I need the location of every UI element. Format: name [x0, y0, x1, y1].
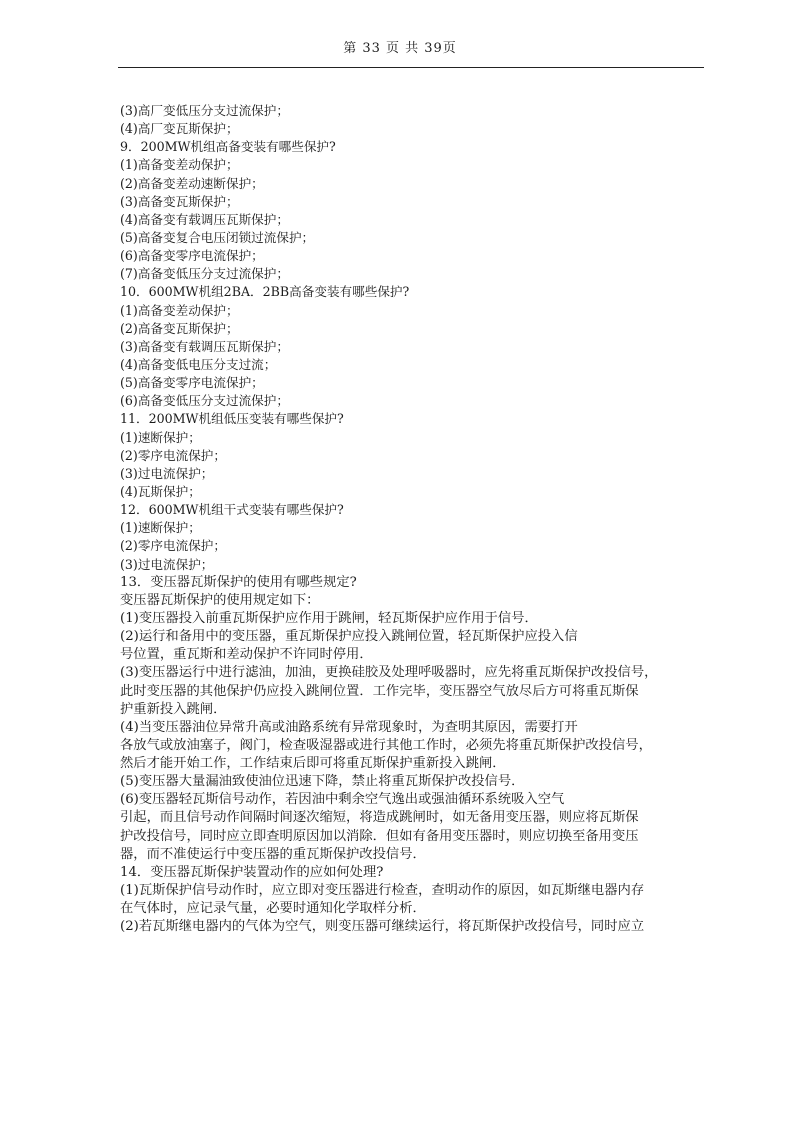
text-line: (6)高备变低压分支过流保护；	[120, 393, 289, 409]
text-line: 号位置，重瓦斯和差动保护不许同时停用．	[120, 647, 373, 663]
text-line: 护改投信号，同时应立即查明原因加以消除．但如有备用变压器时，则应切换至备用变压	[120, 828, 639, 844]
text-line: (3)变压器运行中进行滤油，加油，更换硅胶及处理呼吸器时，应先将重瓦斯保护改投信号，	[120, 665, 658, 681]
text-line: 此时变压器的其他保护仍应投入跳闸位置．工作完毕，变压器空气放尽后方可将重瓦斯保	[120, 683, 639, 699]
text-line: (3)过电流保护；	[120, 556, 214, 572]
text-line: (5)高备变零序电流保护；	[120, 375, 264, 391]
text-line: (3)高厂变低压分支过流保护；	[120, 103, 289, 118]
text-line: (1)速断保护；	[120, 429, 201, 445]
text-line: (2)若瓦斯继电器内的气体为空气，则变压器可继续运行，将瓦斯保护改投信号，同时应立	[120, 919, 645, 935]
text-line: (3)高备变有载调压瓦斯保护；	[120, 338, 289, 354]
text-line: 12．600MW机组干式变装有哪些保护?	[120, 502, 344, 518]
text-line: (6)变压器轻瓦斯信号动作，若因油中剩余空气逸出或强油循环系统吸入空气	[120, 792, 565, 808]
text-line: (5)变压器大量漏油致使油位迅速下降，禁止将重瓦斯保护改投信号．	[120, 774, 525, 790]
text-line: (3)过电流保护；	[120, 465, 214, 481]
text-line: (5)高备变复合电压闭锁过流保护；	[120, 229, 315, 245]
text-line: (4)高厂变瓦斯保护；	[120, 121, 239, 137]
text-line: (1)瓦斯保护信号动作时，应立即对变压器进行检查，查明动作的原因，如瓦斯继电器内存	[120, 883, 645, 899]
text-line: 9．200MW机组高备变装有哪些保护?	[120, 139, 336, 155]
text-line: 护重新投入跳闸．	[120, 701, 227, 717]
text-line: (2)零序电流保护；	[120, 538, 226, 554]
text-line: 13．变压器瓦斯保护的使用有哪些规定?	[120, 574, 357, 590]
header-divider	[118, 67, 704, 68]
text-line: 然后才能开始工作，工作结束后即可将重瓦斯保护重新投入跳闸．	[120, 756, 506, 772]
text-line: (1)高备变差动保护；	[120, 157, 239, 173]
text-line: (1)变压器投入前重瓦斯保护应作用于跳闸，轻瓦斯保护应作用于信号．	[120, 610, 538, 626]
text-line: (2)高备变瓦斯保护；	[120, 320, 239, 336]
text-line: (2)零序电流保护；	[120, 447, 226, 463]
text-line: 器，而不准使运行中变压器的重瓦斯保护改投信号．	[120, 846, 426, 862]
text-line: (1)速断保护；	[120, 520, 201, 536]
text-line: (4)瓦斯保护；	[120, 483, 201, 499]
text-line: (2)运行和备用中的变压器，重瓦斯保护应投入跳闸位置，轻瓦斯保护应投入信	[120, 629, 578, 645]
text-line: (1)高备变差动保护；	[120, 302, 239, 318]
text-line: 变压器瓦斯保护的使用规定如下：	[120, 592, 320, 608]
text-line: (4)高备变有载调压瓦斯保护；	[120, 211, 289, 227]
text-line: (2)高备变差动速断保护；	[120, 175, 264, 191]
text-line: (7)高备变低压分支过流保护；	[120, 266, 289, 282]
text-line: (6)高备变零序电流保护；	[120, 248, 264, 264]
text-line: 各放气或放油塞子，阀门，检查吸湿器或进行其他工作时，必须先将重瓦斯保护改投信号，	[120, 737, 652, 753]
text-line: (3)高备变瓦斯保护；	[120, 193, 239, 209]
text-line: 14．变压器瓦斯保护装置动作的应如何处理?	[120, 864, 384, 880]
text-line: (4)高备变低电压分支过流；	[120, 356, 277, 372]
text-line: 11．200MW机组低压变装有哪些保护?	[120, 411, 344, 427]
text-line: 引起，而且信号动作间隔时间逐次缩短，将造成跳闸时，如无备用变压器，则应将瓦斯保	[120, 810, 639, 826]
text-line: (4)当变压器油位异常升高或油路系统有异常现象时，为查明其原因，需要打开	[120, 719, 578, 735]
document-body	[120, 102, 704, 936]
text-line: 在气体时，应记录气量，必要时通知化学取样分析．	[120, 901, 426, 917]
page-number-header: 第 33 页 共 39页	[343, 41, 457, 56]
text-line: 10．600MW机组2BA．2BB高备变装有哪些保护?	[120, 284, 410, 300]
